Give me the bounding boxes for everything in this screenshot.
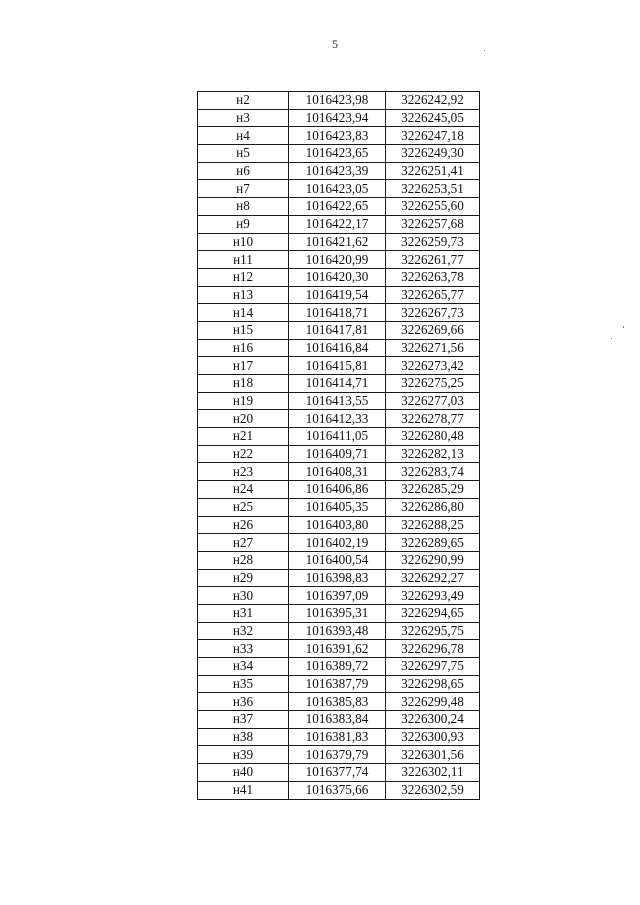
y-coordinate-cell: 3226302,11 <box>386 764 480 782</box>
x-coordinate-cell: 1016423,39 <box>289 162 386 180</box>
y-coordinate-cell: 3226251,41 <box>386 162 480 180</box>
x-coordinate-cell: 1016421,62 <box>289 233 386 251</box>
point-name-cell: н2 <box>198 92 289 110</box>
y-coordinate-cell: 3226275,25 <box>386 375 480 393</box>
x-coordinate-cell: 1016420,30 <box>289 268 386 286</box>
y-coordinate-cell: 3226290,99 <box>386 551 480 569</box>
table-row <box>198 392 480 410</box>
x-coordinate-cell: 1016400,54 <box>289 551 386 569</box>
table-row <box>198 604 480 622</box>
x-coordinate-cell: 1016423,94 <box>289 109 386 127</box>
y-coordinate-cell: 3226273,42 <box>386 357 480 375</box>
point-name-cell: н36 <box>198 693 289 711</box>
x-coordinate-cell: 1016389,72 <box>289 658 386 676</box>
table-row <box>198 516 480 534</box>
point-name-cell: н9 <box>198 215 289 233</box>
point-name-cell: н17 <box>198 357 289 375</box>
x-coordinate-cell: 1016412,33 <box>289 410 386 428</box>
x-coordinate-cell: 1016405,35 <box>289 498 386 516</box>
y-coordinate-cell: 3226265,77 <box>386 286 480 304</box>
y-coordinate-cell: 3226249,30 <box>386 145 480 163</box>
point-name-cell: н16 <box>198 339 289 357</box>
y-coordinate-cell: 3226277,03 <box>386 392 480 410</box>
table-row <box>198 321 480 339</box>
point-name-cell: н41 <box>198 781 289 799</box>
y-coordinate-cell: 3226288,25 <box>386 516 480 534</box>
point-name-cell: н26 <box>198 516 289 534</box>
x-coordinate-cell: 1016398,83 <box>289 569 386 587</box>
x-coordinate-cell: 1016423,05 <box>289 180 386 198</box>
table-row <box>198 268 480 286</box>
point-name-cell: н39 <box>198 746 289 764</box>
y-coordinate-cell: 3226247,18 <box>386 127 480 145</box>
x-coordinate-cell: 1016375,66 <box>289 781 386 799</box>
x-coordinate-cell: 1016423,98 <box>289 92 386 110</box>
table-row <box>198 304 480 322</box>
point-name-cell: н14 <box>198 304 289 322</box>
y-coordinate-cell: 3226300,24 <box>386 711 480 729</box>
point-name-cell: н38 <box>198 728 289 746</box>
table-row <box>198 357 480 375</box>
y-coordinate-cell: 3226297,75 <box>386 658 480 676</box>
point-name-cell: н4 <box>198 127 289 145</box>
y-coordinate-cell: 3226255,60 <box>386 198 480 216</box>
y-coordinate-cell: 3226302,59 <box>386 781 480 799</box>
x-coordinate-cell: 1016381,83 <box>289 728 386 746</box>
coordinates-table-body <box>198 92 480 800</box>
table-row <box>198 764 480 782</box>
table-row <box>198 463 480 481</box>
point-name-cell: н13 <box>198 286 289 304</box>
point-name-cell: н32 <box>198 622 289 640</box>
table-row <box>198 233 480 251</box>
scan-speck <box>611 338 612 339</box>
table-row <box>198 251 480 269</box>
x-coordinate-cell: 1016415,81 <box>289 357 386 375</box>
x-coordinate-cell: 1016395,31 <box>289 604 386 622</box>
point-name-cell: н10 <box>198 233 289 251</box>
point-name-cell: н19 <box>198 392 289 410</box>
y-coordinate-cell: 3226253,51 <box>386 180 480 198</box>
y-coordinate-cell: 3226283,74 <box>386 463 480 481</box>
y-coordinate-cell: 3226294,65 <box>386 604 480 622</box>
table-row <box>198 428 480 446</box>
x-coordinate-cell: 1016391,62 <box>289 640 386 658</box>
y-coordinate-cell: 3226280,48 <box>386 428 480 446</box>
point-name-cell: н34 <box>198 658 289 676</box>
table-row <box>198 215 480 233</box>
x-coordinate-cell: 1016397,09 <box>289 587 386 605</box>
table-row <box>198 339 480 357</box>
point-name-cell: н30 <box>198 587 289 605</box>
y-coordinate-cell: 3226301,56 <box>386 746 480 764</box>
y-coordinate-cell: 3226289,65 <box>386 534 480 552</box>
point-name-cell: н21 <box>198 428 289 446</box>
x-coordinate-cell: 1016383,84 <box>289 711 386 729</box>
table-row <box>198 498 480 516</box>
x-coordinate-cell: 1016377,74 <box>289 764 386 782</box>
y-coordinate-cell: 3226292,27 <box>386 569 480 587</box>
table-row <box>198 180 480 198</box>
point-name-cell: н12 <box>198 268 289 286</box>
point-name-cell: н15 <box>198 321 289 339</box>
x-coordinate-cell: 1016406,86 <box>289 481 386 499</box>
x-coordinate-cell: 1016419,54 <box>289 286 386 304</box>
table-row <box>198 534 480 552</box>
table-row <box>198 198 480 216</box>
x-coordinate-cell: 1016422,17 <box>289 215 386 233</box>
x-coordinate-cell: 1016413,55 <box>289 392 386 410</box>
y-coordinate-cell: 3226295,75 <box>386 622 480 640</box>
table-row <box>198 445 480 463</box>
y-coordinate-cell: 3226269,66 <box>386 321 480 339</box>
table-row <box>198 728 480 746</box>
point-name-cell: н3 <box>198 109 289 127</box>
y-coordinate-cell: 3226259,73 <box>386 233 480 251</box>
table-row <box>198 551 480 569</box>
x-coordinate-cell: 1016423,83 <box>289 127 386 145</box>
x-coordinate-cell: 1016393,48 <box>289 622 386 640</box>
point-name-cell: н31 <box>198 604 289 622</box>
y-coordinate-cell: 3226278,77 <box>386 410 480 428</box>
point-name-cell: н18 <box>198 375 289 393</box>
x-coordinate-cell: 1016423,65 <box>289 145 386 163</box>
point-name-cell: н27 <box>198 534 289 552</box>
table-row <box>198 675 480 693</box>
point-name-cell: н5 <box>198 145 289 163</box>
y-coordinate-cell: 3226296,78 <box>386 640 480 658</box>
table-row <box>198 711 480 729</box>
y-coordinate-cell: 3226286,80 <box>386 498 480 516</box>
point-name-cell: н6 <box>198 162 289 180</box>
point-name-cell: н33 <box>198 640 289 658</box>
table-row <box>198 781 480 799</box>
point-name-cell: н40 <box>198 764 289 782</box>
point-name-cell: н22 <box>198 445 289 463</box>
x-coordinate-cell: 1016417,81 <box>289 321 386 339</box>
point-name-cell: н20 <box>198 410 289 428</box>
point-name-cell: н37 <box>198 711 289 729</box>
x-coordinate-cell: 1016385,83 <box>289 693 386 711</box>
table-row <box>198 746 480 764</box>
x-coordinate-cell: 1016387,79 <box>289 675 386 693</box>
point-name-cell: н23 <box>198 463 289 481</box>
x-coordinate-cell: 1016409,71 <box>289 445 386 463</box>
y-coordinate-cell: 3226271,56 <box>386 339 480 357</box>
x-coordinate-cell: 1016379,79 <box>289 746 386 764</box>
table-row <box>198 127 480 145</box>
y-coordinate-cell: 3226261,77 <box>386 251 480 269</box>
point-name-cell: н35 <box>198 675 289 693</box>
y-coordinate-cell: 3226300,93 <box>386 728 480 746</box>
y-coordinate-cell: 3226257,68 <box>386 215 480 233</box>
y-coordinate-cell: 3226285,29 <box>386 481 480 499</box>
y-coordinate-cell: 3226263,78 <box>386 268 480 286</box>
table-row <box>198 587 480 605</box>
coordinates-table <box>197 91 480 800</box>
table-row <box>198 693 480 711</box>
scan-speck <box>484 50 485 51</box>
table-row <box>198 569 480 587</box>
x-coordinate-cell: 1016422,65 <box>289 198 386 216</box>
y-coordinate-cell: 3226267,73 <box>386 304 480 322</box>
table-row <box>198 622 480 640</box>
y-coordinate-cell: 3226293,49 <box>386 587 480 605</box>
point-name-cell: н8 <box>198 198 289 216</box>
table-row <box>198 375 480 393</box>
x-coordinate-cell: 1016408,31 <box>289 463 386 481</box>
y-coordinate-cell: 3226298,65 <box>386 675 480 693</box>
table-row <box>198 162 480 180</box>
y-coordinate-cell: 3226282,13 <box>386 445 480 463</box>
x-coordinate-cell: 1016416,84 <box>289 339 386 357</box>
x-coordinate-cell: 1016420,99 <box>289 251 386 269</box>
table-row <box>198 658 480 676</box>
point-name-cell: н24 <box>198 481 289 499</box>
x-coordinate-cell: 1016402,19 <box>289 534 386 552</box>
y-coordinate-cell: 3226242,92 <box>386 92 480 110</box>
x-coordinate-cell: 1016414,71 <box>289 375 386 393</box>
table-row <box>198 286 480 304</box>
table-row <box>198 640 480 658</box>
x-coordinate-cell: 1016411,05 <box>289 428 386 446</box>
x-coordinate-cell: 1016418,71 <box>289 304 386 322</box>
page-number: 5 <box>332 37 338 51</box>
point-name-cell: н11 <box>198 251 289 269</box>
y-coordinate-cell: 3226299,48 <box>386 693 480 711</box>
table-row <box>198 145 480 163</box>
point-name-cell: н29 <box>198 569 289 587</box>
scan-speck <box>623 326 624 328</box>
table-row <box>198 109 480 127</box>
y-coordinate-cell: 3226245,05 <box>386 109 480 127</box>
x-coordinate-cell: 1016403,80 <box>289 516 386 534</box>
point-name-cell: н25 <box>198 498 289 516</box>
table-row <box>198 92 480 110</box>
point-name-cell: н7 <box>198 180 289 198</box>
table-row <box>198 481 480 499</box>
table-row <box>198 410 480 428</box>
point-name-cell: н28 <box>198 551 289 569</box>
